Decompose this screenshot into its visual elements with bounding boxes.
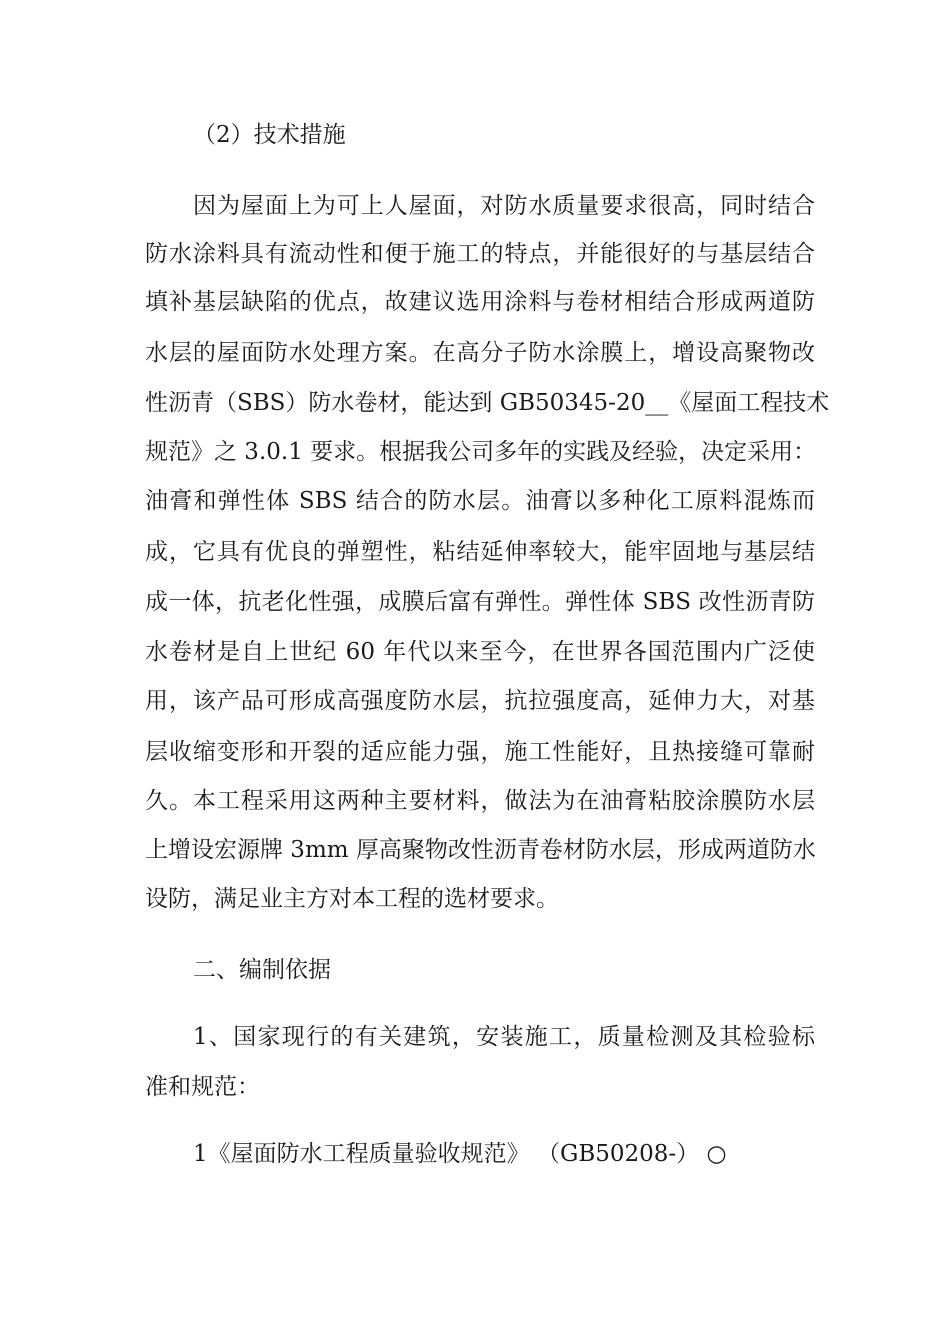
paragraph-line: 用，该产品可形成高强度防水层，抗拉强度高，延伸力大，对基 [145,688,815,714]
paragraph-line: 水卷材是自上世纪 60 年代以来至今，在世界各国范围内广泛使 [145,639,815,665]
paragraph-line: 水层的屋面防水处理方案。在高分子防水涂膜上，增设高聚物改 [145,340,815,366]
paragraph-line: 因为屋面上为可上人屋面，对防水质量要求很高，同时结合 [193,193,815,219]
paragraph-line: 填补基层缺陷的优点，故建议选用涂料与卷材相结合形成两道防 [145,289,815,315]
paragraph-line: 设防，满足业主方对本工程的选材要求。 [145,886,559,912]
paragraph-line: 规范》之 3.0.1 要求。根据我公司多年的实践及经验，决定采用： [145,439,817,465]
section-heading-compilation-basis: 二、编制依据 [193,957,331,983]
section-heading-technical-measures: （2）技术措施 [193,122,346,148]
basis-item-line: 准和规范： [145,1074,260,1100]
paragraph-line: 成一体，抗老化性强，成膜后富有弹性。弹性体 SBS 改性沥青防 [145,589,815,615]
paragraph-line: 层收缩变形和开裂的适应能力强，施工性能好，且热接缝可靠耐 [145,739,815,765]
paragraph-line: 上增设宏源牌 3mm 厚高聚物改性沥青卷材防水层，形成两道防水 [145,837,816,863]
standard-list-item: 1《屋面防水工程质量验收规范》 （GB50208-） ○ [193,1141,727,1167]
paragraph-line: 成，它具有优良的弹塑性，粘结延伸率较大，能牢固地与基层结 [145,539,815,565]
paragraph-line: 久。本工程采用这两种主要材料，做法为在油膏粘胶涂膜防水层 [145,788,815,814]
paragraph-line: 防水涂料具有流动性和便于施工的特点，并能很好的与基层结合 [145,241,815,267]
paragraph-line: 性沥青（SBS）防水卷材，能达到 GB50345-20__《屋面工程技术 [145,390,830,416]
paragraph-line: 油膏和弹性体 SBS 结合的防水层。油膏以多种化工原料混炼而 [145,488,815,514]
basis-item-line: 1、国家现行的有关建筑，安装施工，质量检测及其检验标 [193,1024,815,1050]
